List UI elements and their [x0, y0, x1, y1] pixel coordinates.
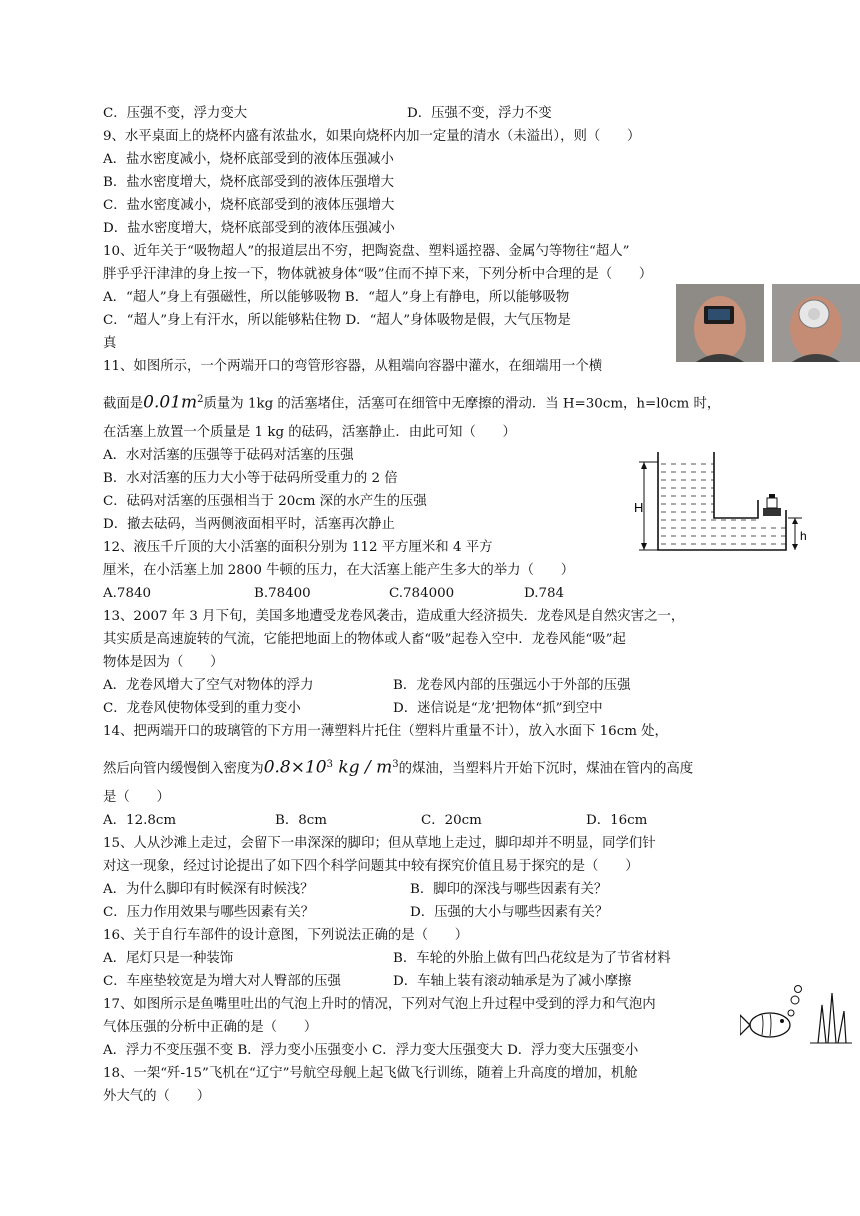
q11-option-b: B．水对活塞的压力大小等于砝码所受重力的 2 倍 [103, 471, 398, 486]
q13-option-d: D．迷信说是“龙’把物体“抓”到空中 [393, 701, 603, 716]
q15-option-d: D．压强的大小与哪些因素有关？ [410, 905, 609, 920]
q14-option-d: D．16cm [586, 813, 648, 828]
q10-stem-line1: 10、近年关于“吸物超人”的报道层出不穷，把陶瓷盘、塑料遥控器、金属勺等物往“超人” [103, 244, 630, 259]
q17-stem-line2: 气体压强的分析中正确的是（ ） [103, 1020, 318, 1035]
q16-option-a: A．尾灯只是一种装饰 [103, 951, 234, 966]
q8-option-d: D．压强不变，浮力不变 [407, 106, 552, 121]
q16-stem: 16、关于自行车部件的设计意图，下列说法正确的是（ ） [103, 928, 469, 943]
superman-photos [676, 284, 860, 362]
q9-option-a: A．盐水密度减小，烧杯底部受到的液体压强减小 [103, 152, 394, 167]
q11-stem-line1: 11、如图所示，一个两端开口的弯管形容器，从粗端向容器中灌水，在细端用一个横 [103, 359, 603, 374]
q15-stem-line2: 对这一现象，经过讨论提出了如下四个科学问题其中较有探究价值且易于探究的是（ ） [103, 859, 639, 874]
q8-option-c: C．压强不变，浮力变大 [103, 106, 248, 121]
q9-option-c: C．盐水密度减小，烧杯底部受到的液体压强增大 [103, 198, 395, 213]
q18-stem-line2: 外大气的（ ） [103, 1089, 211, 1104]
q15-stem-line1: 15、人从沙滩上走过，会留下一串深深的脚印；但从草地上走过，脚印却并不明显，同学们针 [103, 836, 656, 851]
q13-option-a: A．龙卷风增大了空气对物体的浮力 [103, 678, 314, 693]
q14-stem-line2: 然后向管内缓慢倒入密度为$0.8\times 10^3$ kg / $m^3$的煤油，当塑料片开始下沉时，煤油在管内的高度 [103, 757, 694, 778]
q14-option-b: B．8cm [275, 813, 327, 828]
q14-stem-line3: 是（ ） [103, 790, 170, 805]
u-tube-diagram [630, 452, 810, 554]
q13-stem-line3: 物体是因为（ ） [103, 655, 224, 670]
label-h: h [800, 529, 807, 543]
q14-option-c: C．20cm [421, 813, 482, 828]
q12-stem-line1: 12、液压千斤顶的大小活塞的面积分别为 112 平方厘米和 4 平方 [103, 540, 493, 555]
q10-options-ab: A．“超人”身上有强磁性，所以能够吸物 B．“超人”身上有静电，所以能够吸物 [103, 290, 570, 305]
label-H: H [634, 500, 644, 515]
q16-option-d: D．车轴上装有滚动轴承是为了减小摩擦 [393, 974, 632, 989]
q13-option-b: B．龙卷风内部的压强远小于外部的压强 [393, 678, 631, 693]
q14-option-a: A．12.8cm [103, 813, 177, 828]
q12-option-b: B.78400 [254, 586, 311, 601]
q10-options-cont: 真 [103, 336, 117, 351]
q12-option-c: C.784000 [389, 586, 455, 601]
q12-option-a: A.7840 [103, 586, 152, 601]
q12-stem-line2: 厘米，在小活塞上加 2800 牛顿的压力，在大活塞上能产生多大的举力（ ） [103, 563, 575, 578]
q13-stem-line2: 其实质是高速旋转的气流，它能把地面上的物体或人畜“吸”起卷入空中．龙卷风能“吸”起 [103, 632, 626, 647]
q15-option-b: B．脚印的深浅与哪些因素有关？ [410, 882, 608, 897]
q16-option-b: B．车轮的外胎上做有凹凸花纹是为了节省材料 [393, 951, 671, 966]
q9-option-b: B．盐水密度增大，烧杯底部受到的液体压强增大 [103, 175, 395, 190]
q16-option-c: C．车座垫较宽是为增大对人臀部的压强 [103, 974, 341, 989]
q11-option-d: D．撤去砝码，当两侧液面相平时，活塞再次静止 [103, 517, 395, 532]
q13-option-c: C．龙卷风使物体受到的重力变小 [103, 701, 301, 716]
q12-option-d: D.784 [524, 586, 565, 601]
q18-stem-line1: 18、一架“歼-15”飞机在“辽宁”号航空母舰上起飞做飞行训练，随着上升高度的增加，机舱 [103, 1066, 638, 1081]
q13-stem-line1: 13、2007 年 3 月下旬，美国多地遭受龙卷风袭击，造成重大经济损失．龙卷风是自然灾害之一， [103, 609, 685, 624]
q17-options: A．浮力不变压强不变 B．浮力变小压强变小 C．浮力变大压强变大 D．浮力变大压强变小 [103, 1043, 639, 1058]
q14-stem-line1: 14、把两端开口的玻璃管的下方用一薄塑料片托住（塑料片重量不计），放入水面下 16cm 处， [103, 724, 668, 739]
q15-option-c: C．压力作用效果与哪些因素有关？ [103, 905, 315, 920]
q11-option-a: A．水对活塞的压强等于砝码对活塞的压强 [103, 448, 354, 463]
q11-stem-line3: 在活塞上放置一个质量是 1 kg 的砝码，活塞静止．由此可知（ ） [103, 425, 516, 440]
q9-option-d: D．盐水密度增大，烧杯底部受到的液体压强减小 [103, 221, 395, 236]
q11-stem-line2: 截面是$0.01m^2$质量为 1kg 的活塞堵住，活塞可在细管中无摩擦的滑动．当 H=30cm，h=l0cm 时， [103, 392, 721, 413]
q9-stem: 9、水平桌面上的烧杯内盛有浓盐水，如果向烧杯内加一定量的清水（未溢出），则（ ） [103, 129, 641, 144]
q15-option-a: A．为什么脚印有时候深有时候浅？ [103, 882, 314, 897]
q17-stem-line1: 17、如图所示是鱼嘴里吐出的气泡上升时的情况，下列对气泡上升过程中受到的浮力和气泡内 [103, 997, 656, 1012]
q10-options-cd: C．“超人”身上有汗水，所以能够粘住物 D．“超人”身体吸物是假，大气压物是 [103, 313, 571, 328]
q10-stem-line2: 胖乎乎汗津津的身上按一下，物体就被身体“吸”住而不掉下来，下列分析中合理的是（ ） [103, 267, 653, 282]
fish-bubbles-figure [740, 985, 855, 1045]
q11-option-c: C．砝码对活塞的压强相当于 20cm 深的水产生的压强 [103, 494, 427, 509]
